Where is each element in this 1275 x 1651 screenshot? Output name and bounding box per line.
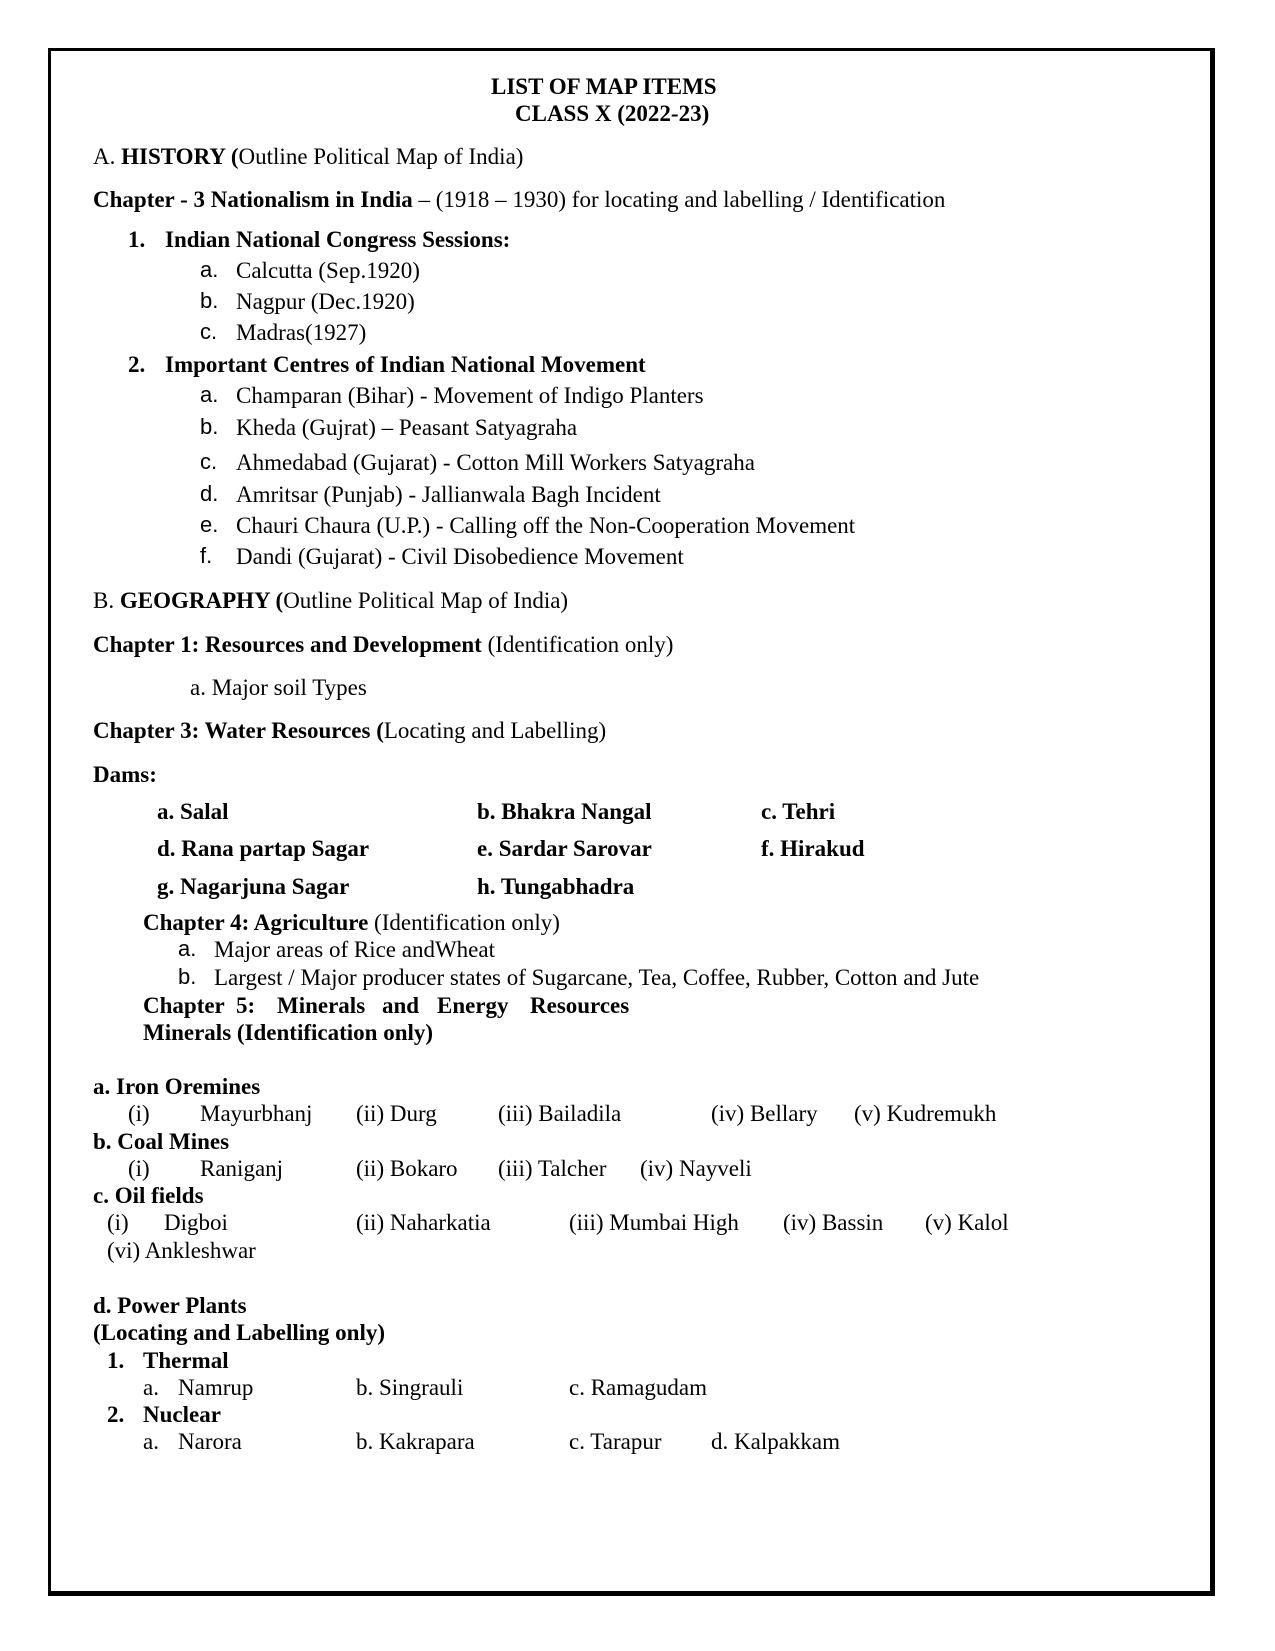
doc-subtitle: CLASS X (2022-23) [515,101,710,126]
section-prefix: B. [93,588,115,613]
plant-item: b. Kakrapara [356,1429,475,1454]
mineral-item: (i) [128,1101,150,1126]
oil-label: c. Oil fields [93,1183,204,1208]
chapter-note: (Identification only) [481,632,674,657]
dam-item: h. Tungabhadra [477,874,635,899]
item-letter: c. [200,449,218,474]
plant-item: Namrup [178,1375,254,1400]
list-item: Calcutta (Sep.1920) [236,258,420,283]
section-map: Outline Political Map of India) [283,588,569,613]
nuclear-label: Nuclear [143,1402,221,1427]
item-letter: b. [178,964,197,989]
section-title: HISTORY ( [121,144,239,169]
mineral-item: (iii) Bailadila [498,1101,622,1126]
thermal-label: Thermal [143,1348,229,1373]
chapter-title: Chapter - 3 Nationalism in India [93,187,413,212]
mineral-item: Raniganj [200,1156,284,1181]
mineral-item: (ii) Bokaro [356,1156,458,1181]
chapter-5-word: Resources [530,993,630,1018]
section-prefix: A. [93,144,116,169]
chapter-title: Chapter 1: Resources and Development [93,632,482,657]
chapter-title: Chapter 4: Agriculture [143,910,369,935]
mineral-item: (ii) Durg [356,1101,437,1126]
item-letter: a. [200,382,219,407]
list-item: Nagpur (Dec.1920) [236,289,415,314]
dam-item: a. Salal [157,799,229,824]
section-title: Indian National Congress Sessions: [165,227,511,252]
power-subheading: (Locating and Labelling only) [93,1320,386,1345]
chapter-4-heading [143,911,560,934]
iron-label: a. Iron Oremines [93,1074,261,1099]
plant-item: b. Singrauli [356,1375,464,1400]
mineral-item: (iv) Bellary [711,1101,818,1126]
mineral-item: (iv) Bassin [783,1210,884,1235]
chapter-5-word: and [382,993,420,1018]
section-number: 1. [128,227,146,252]
mineral-item: (i) [107,1210,129,1235]
dam-item: b. Bhakra Nangal [477,799,652,824]
chapter-1-heading [93,633,673,656]
plant-item: a. [143,1429,159,1454]
section-title: GEOGRAPHY ( [119,588,284,613]
chapter-5-word: Minerals [277,993,366,1018]
doc-title: LIST OF MAP ITEMS [491,74,717,99]
plant-item: Narora [178,1429,242,1454]
plant-item: d. Kalpakkam [711,1429,841,1454]
section-number: 2. [107,1402,125,1427]
plant-item: a. [143,1375,159,1400]
dams-label: Dams: [93,762,157,787]
chapter-5-word: Energy [437,993,509,1018]
minerals-subheading: Minerals (Identification only) [143,1020,434,1045]
geography-heading [93,589,568,612]
mineral-item: Mayurbhanj [200,1101,313,1126]
list-item: Largest / Major producer states of Sugarcane, Tea, Coffee, Rubber, Cotton and Jute [214,965,980,990]
mineral-item: (vi) Ankleshwar [107,1238,256,1263]
item-letter: a. [200,257,219,282]
dam-item: e. Sardar Sarovar [477,836,652,861]
power-label: d. Power Plants [93,1293,247,1318]
chapter-title: Chapter 3: Water Resources ( [93,718,384,743]
section-number: 1. [107,1348,125,1373]
item-letter: e. [200,512,219,537]
mineral-item: (iv) Nayveli [640,1156,752,1181]
history-chapter [93,188,945,211]
list-item: Ahmedabad (Gujarat) - Cotton Mill Workers Satyagraha [236,450,755,475]
mineral-item: (v) Kalol [925,1210,1009,1235]
list-item: Dandi (Gujarat) - Civil Disobedience Movement [236,544,684,569]
dam-item: c. Tehri [761,799,836,824]
section-title: Important Centres of Indian National Movement [165,352,646,377]
chapter-5-word: Chapter [143,993,225,1018]
item-letter: a. [178,936,197,961]
dam-item: f. Hirakud [761,836,865,861]
chapter-5-word: 5: [236,993,256,1018]
history-heading [93,145,523,168]
chapter-3-heading [93,719,606,742]
list-item: a. Major soil Types [190,675,367,700]
mineral-item: Digboi [164,1210,228,1235]
dam-item: g. Nagarjuna Sagar [157,874,350,899]
mineral-item: (i) [128,1156,150,1181]
section-map: Outline Political Map of India) [238,144,524,169]
list-item: Champaran (Bihar) - Movement of Indigo Planters [236,383,704,408]
list-item: Amritsar (Punjab) - Jallianwala Bagh Incident [236,482,661,507]
chapter-note: (Identification only) [368,910,560,935]
mineral-item: (iii) Talcher [498,1156,607,1181]
section-number: 2. [128,352,146,377]
item-letter: b. [200,414,219,439]
plant-item: c. Ramagudam [569,1375,707,1400]
item-letter: f. [200,543,213,568]
item-letter: d. [200,481,219,506]
mineral-item: (ii) Naharkatia [356,1210,491,1235]
coal-label: b. Coal Mines [93,1129,230,1154]
dam-item: d. Rana partap Sagar [157,836,370,861]
list-item: Kheda (Gujrat) – Peasant Satyagraha [236,415,578,440]
item-letter: b. [200,288,219,313]
mineral-item: (iii) Mumbai High [569,1210,739,1235]
list-item: Madras(1927) [236,320,367,345]
list-item: Chauri Chaura (U.P.) - Calling off the Non-Cooperation Movement [236,513,856,538]
item-letter: c. [200,319,218,344]
plant-item: c. Tarapur [569,1429,662,1454]
mineral-item: (v) Kudremukh [854,1101,997,1126]
chapter-note: – (1918 – 1930) for locating and labelling / Identification [412,187,946,212]
list-item: Major areas of Rice andWheat [214,937,495,962]
chapter-note: Locating and Labelling) [383,718,607,743]
